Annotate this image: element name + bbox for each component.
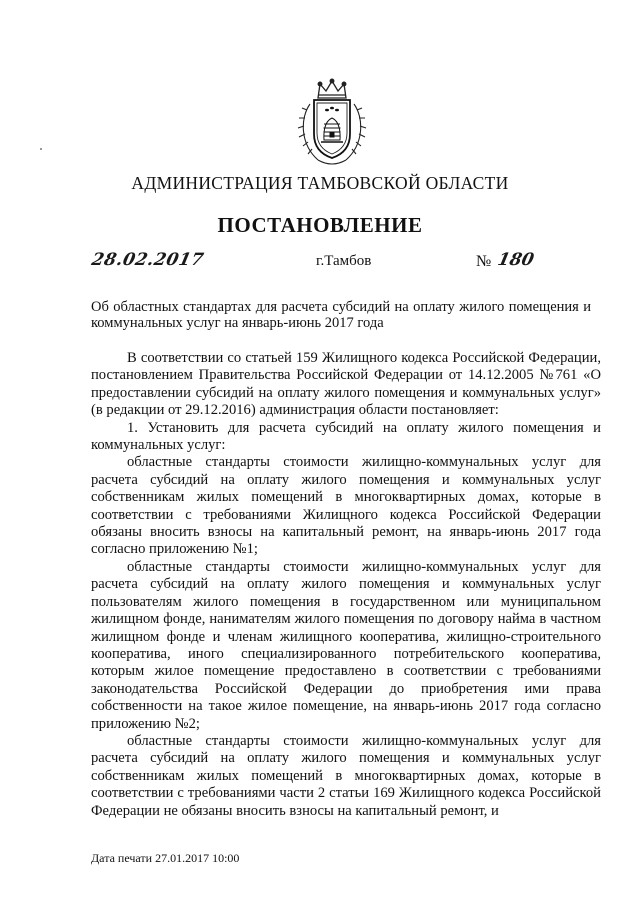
document-type-heading: ПОСТАНОВЛЕНИЕ — [217, 213, 423, 237]
number-sign: № — [476, 253, 492, 270]
scan-speck — [40, 148, 42, 150]
city-label: г.Тамбов — [316, 253, 372, 269]
body-paragraph: областные стандарты стоимости жилищно-коммунальных услуг для расчета субсидий на оплату жилого помещения и коммунальных услуг пользователям жилого помещения в государственном или муниципальном жилищном фонде, нанимателям жилого помещения по договору найма в частном жилищном фонде и членам жилищного кооператива, жилищно-строительного кооператива, иного специализированного потребительского кооператива, которым жилое помещение предоставлено в соответствии с требованиями законодательства Российской Федерации до приобретения ими права собственности на такое жилое помещение, на январь-июнь 2017 года согласно приложению №2; — [91, 558, 601, 732]
document-subject: Об областных стандартах для расчета субсидий на оплату жилого помещения и коммунальных услуг на январь-июнь 2017 года — [91, 299, 591, 331]
tambov-region-coat-of-arms-icon — [296, 78, 368, 170]
body-paragraph: областные стандарты стоимости жилищно-коммунальных услуг для расчета субсидий на оплату жилого помещения и коммунальных услуг собственникам жилых помещений в многоквартирных домах, которые в соответствии с требованиями части 2 статьи 169 Жилищного кодекса Российской Федерации не обязаны вносить взносы на капитальный ремонт, и — [91, 732, 601, 819]
print-date-footer: Дата печати 27.01.2017 10:00 — [91, 851, 240, 865]
body-paragraph: 1. Установить для расчета субсидий на оплату жилого помещения и коммунальных услуг: — [91, 419, 601, 454]
handwritten-date: 28.02.2017 — [89, 250, 206, 270]
body-paragraph: В соответствии со статьей 159 Жилищного кодекса Российской Федерации, постановлением Правительства Российской Федерации от 14.12.2005 №761 «О предоставлении субсидий на оплату жилого помещения и коммунальных услуг» (в редакции от 29.12.2016) администрация области постановляет: — [91, 350, 601, 419]
organization-title: АДМИНИСТРАЦИЯ ТАМБОВСКОЙ ОБЛАСТИ — [131, 173, 509, 193]
document-body — [91, 350, 601, 820]
body-paragraph: областные стандарты стоимости жилищно-коммунальных услуг для расчета субсидий на оплату жилого помещения и коммунальных услуг собственникам жилых помещений в многоквартирных домах, которые в соответствии с требованиями Жилищного кодекса Российской Федерации обязаны вносить взносы на капитальный ремонт, на январь-июнь 2017 года согласно приложению №1; — [91, 454, 601, 558]
handwritten-number: 180 — [495, 250, 536, 270]
